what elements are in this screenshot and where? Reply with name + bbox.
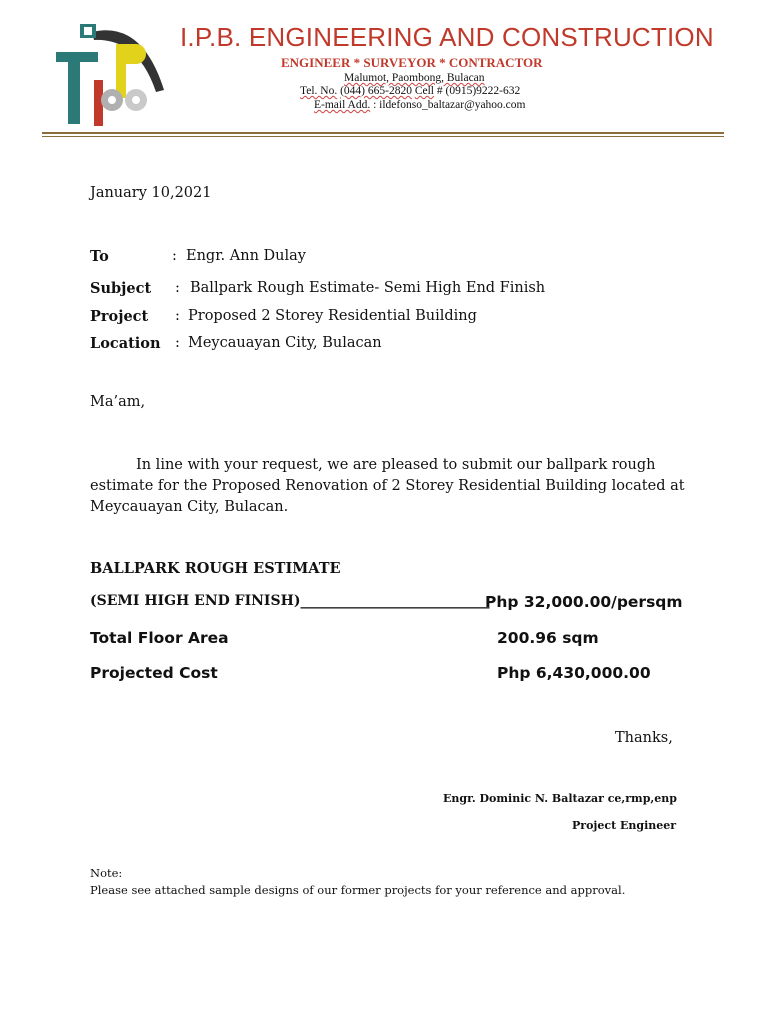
- email-label: E-mail Add.: [314, 99, 371, 111]
- company-name: I.P.B. ENGINEERING AND CONSTRUCTION: [180, 22, 714, 52]
- field-sep-to: :: [172, 248, 177, 264]
- note-text: Please see attached sample designs of our former projects for your reference and approval.: [90, 883, 626, 897]
- field-label-subject: Subject: [90, 280, 152, 297]
- signatory-name: Engr. Dominic N. Baltazar ce,rmp,enp: [443, 792, 677, 805]
- closing-thanks: Thanks,: [615, 730, 673, 746]
- header-divider-thin: [42, 136, 724, 137]
- company-logo: [52, 18, 170, 128]
- salutation: Ma’am,: [90, 394, 146, 410]
- field-sep-location: :: [175, 335, 180, 351]
- field-value-project: Proposed 2 Storey Residential Building: [188, 308, 477, 324]
- letter-date: January 10,2021: [90, 185, 212, 201]
- field-label-to: To: [90, 248, 109, 265]
- area-value: 200.96 sqm: [497, 629, 599, 647]
- cost-value: Php 6,430,000.00: [497, 664, 651, 682]
- email-value: : ildefonso_baltazar@yahoo.com: [373, 99, 526, 111]
- company-address: Malumot, Paombong, Bulacan: [344, 72, 485, 84]
- finish-label: (SEMI HIGH END FINISH)___________________________: [90, 593, 490, 609]
- tel-value: (044) 665-2820: [340, 85, 412, 97]
- company-email: [314, 99, 525, 111]
- field-sep-subject: :: [175, 280, 180, 296]
- field-label-project: Project: [90, 308, 149, 325]
- field-value-subject: Ballpark Rough Estimate- Semi High End Finish: [190, 280, 546, 296]
- cell-value: # (0915)9222-632: [436, 85, 521, 97]
- header-divider: [42, 132, 724, 134]
- area-label: Total Floor Area: [90, 629, 229, 647]
- signatory-title: Project Engineer: [572, 819, 677, 832]
- tel-label: Tel. No.: [300, 85, 338, 97]
- cost-label: Projected Cost: [90, 664, 218, 682]
- logo-letters: IPB: [52, 18, 54, 19]
- estimate-heading: BALLPARK ROUGH ESTIMATE: [90, 560, 341, 577]
- company-tagline: ENGINEER * SURVEYOR * CONTRACTOR: [281, 55, 543, 70]
- finish-value: Php 32,000.00/persqm: [485, 593, 683, 611]
- field-value-location: Meycauayan City, Bulacan: [188, 335, 382, 351]
- field-value-to: Engr. Ann Dulay: [186, 248, 306, 264]
- field-sep-project: :: [175, 308, 180, 324]
- note-label: Note:: [90, 866, 123, 880]
- cell-label: Cell: [414, 85, 434, 97]
- body-paragraph: In line with your request, we are pleased to submit our ballpark rough estimate for the Proposed Renovation of 2 Storey Residential Building located at Meycauayan City, Bulacan.: [90, 457, 685, 515]
- field-label-location: Location: [90, 335, 161, 352]
- company-phone: [300, 85, 520, 97]
